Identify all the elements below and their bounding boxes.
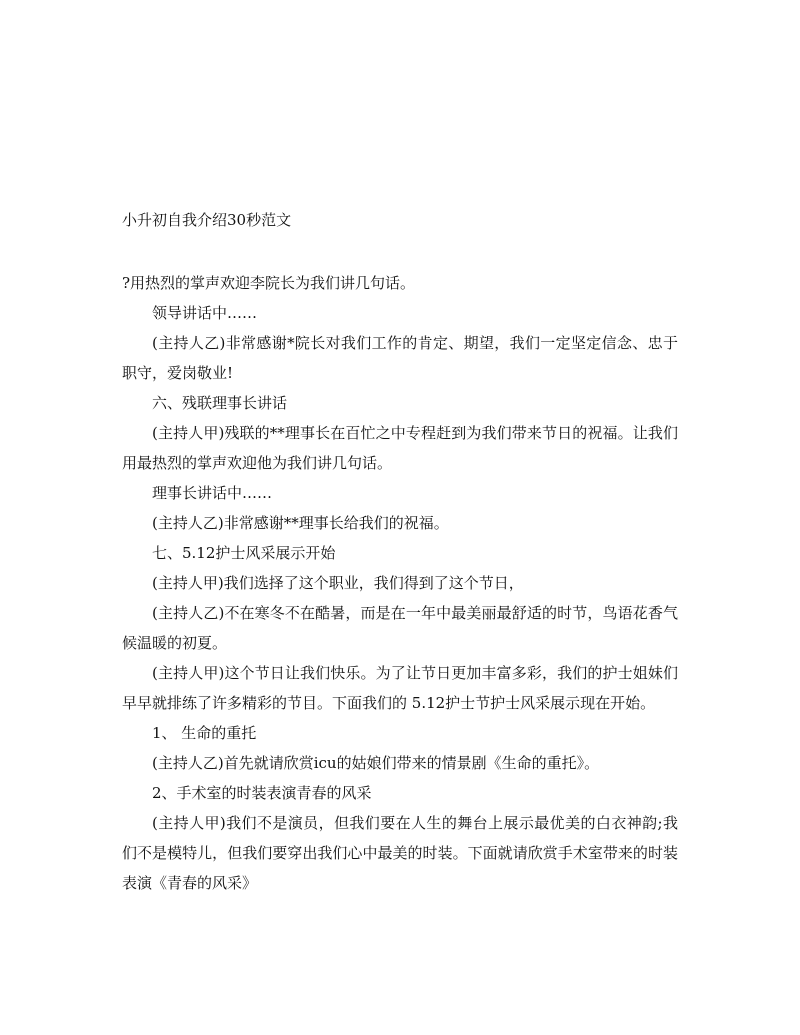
paragraph: (主持人甲)残联的**理事长在百忙之中专程赶到为我们带来节日的祝福。让我们用最热烈的掌声欢迎他为我们讲几句话。 xyxy=(122,424,678,472)
paragraph: 领导讲话中…… xyxy=(152,304,258,322)
paragraph: 六、残联理事长讲话 xyxy=(152,394,288,412)
paragraph: 理事长讲话中…… xyxy=(152,484,273,502)
document-body xyxy=(122,268,678,898)
paragraph: (主持人乙)首先就请欣赏icu的姑娘们带来的情景剧《生命的重托》。 xyxy=(152,754,600,772)
paragraph: (主持人甲)我们不是演员，但我们要在人生的舞台上展示最优美的白衣神韵;我们不是模特儿，但我们要穿出我们心中最美的时装。下面就请欣赏手术室带来的时装表演《青春的风采》 xyxy=(122,814,678,892)
paragraph: ?用热烈的掌声欢迎李院长为我们讲几句话。 xyxy=(122,274,416,292)
paragraph: (主持人甲)这个节日让我们快乐。为了让节日更加丰富多彩，我们的护士姐妹们早早就排练了许多精彩的节目。下面我们的 5.12护士节护士风采展示现在开始。 xyxy=(122,664,678,712)
paragraph: (主持人乙)非常感谢*院长对我们工作的肯定、期望，我们一定坚定信念、忠于职守，爱岗敬业! xyxy=(122,334,678,382)
paragraph: (主持人甲)我们选择了这个职业，我们得到了这个节日， xyxy=(152,574,524,592)
paragraph: (主持人乙)不在寒冬不在酷暑，而是在一年中最美丽最舒适的时节，鸟语花香气候温暖的初夏。 xyxy=(122,604,678,652)
paragraph: 七、5.12护士风采展示开始 xyxy=(152,544,336,562)
paragraph: (主持人乙)非常感谢**理事长给我们的祝福。 xyxy=(152,514,449,532)
paragraph: 2、手术室的时装表演青春的风采 xyxy=(152,784,372,802)
paragraph: 1、 生命的重托 xyxy=(152,724,257,742)
document-title: 小升初自我介绍30秒范文 xyxy=(122,211,292,229)
